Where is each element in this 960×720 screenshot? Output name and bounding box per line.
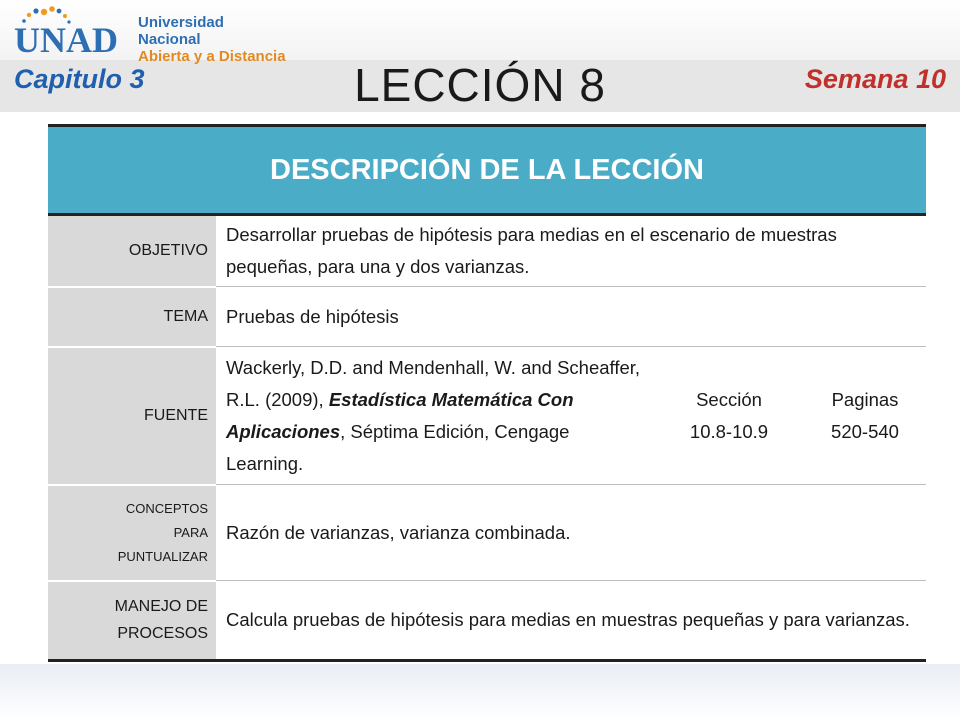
table-title: DESCRIPCIÓN DE LA LECCIÓN [48,126,926,215]
lesson-description-table [48,124,926,662]
objetivo-label: OBJETIVO [48,215,216,287]
fuente-seccion [654,347,802,485]
manejo-label-line-1: MANEJO DE [114,598,208,616]
logo-line-1: Universidad Nacional [138,14,224,48]
manejo-label-line-2: PROCESOS [117,625,208,643]
logo-line-2: Abierta y a Distancia [138,48,286,65]
table-row-conceptos [48,485,926,581]
seccion-value: 10.8-10.9 [689,420,769,442]
fuente-ref-edition: , Séptima Edición, Cengage Learning. [226,420,570,474]
conceptos-label-line-2: PARA [173,524,208,540]
manejo-label [48,581,216,661]
week-label: Semana 10 [804,64,946,94]
fuente-label: FUENTE [48,347,216,485]
conceptos-value: Razón de varianzas, varianza combinada. [216,485,926,581]
tema-label: TEMA [48,287,216,347]
footer-band [0,664,960,720]
fuente-ref-authors: Wackerly, D.D. and Mendenhall, W. and Scheaffer, R.L. (2009), [226,356,641,410]
fuente-paginas [802,347,926,485]
chapter-label: Capitulo 3 [14,64,145,94]
fuente-reference [216,347,654,485]
objetivo-value: Desarrollar pruebas de hipótesis para medias en el escenario de muestras pequeñas, para una y dos varianzas. [216,215,926,287]
logo-mark-text: UNAD [14,20,118,58]
table-row-manejo [48,581,926,661]
seccion-label: Sección [696,388,762,410]
table-row-fuente [48,347,926,485]
table-row-objetivo [48,215,926,287]
fuente-ref-title: Estadística Matemática Con Aplicaciones [226,388,574,442]
paginas-value: 520-540 [831,420,899,442]
tema-value: Pruebas de hipótesis [216,287,926,347]
table-row-tema [48,287,926,347]
conceptos-label-line-1: CONCEPTOS [125,500,208,516]
manejo-value: Calcula pruebas de hipótesis para medias en muestras pequeñas y para varianzas. [226,609,910,630]
unad-logo-mark [10,2,130,58]
paginas-label: Paginas [831,388,899,410]
conceptos-label-line-3: PUNTUALIZAR [117,548,208,564]
conceptos-label [48,485,216,581]
unad-logo [10,2,290,65]
lesson-title: LECCIÓN 8 [354,59,606,111]
